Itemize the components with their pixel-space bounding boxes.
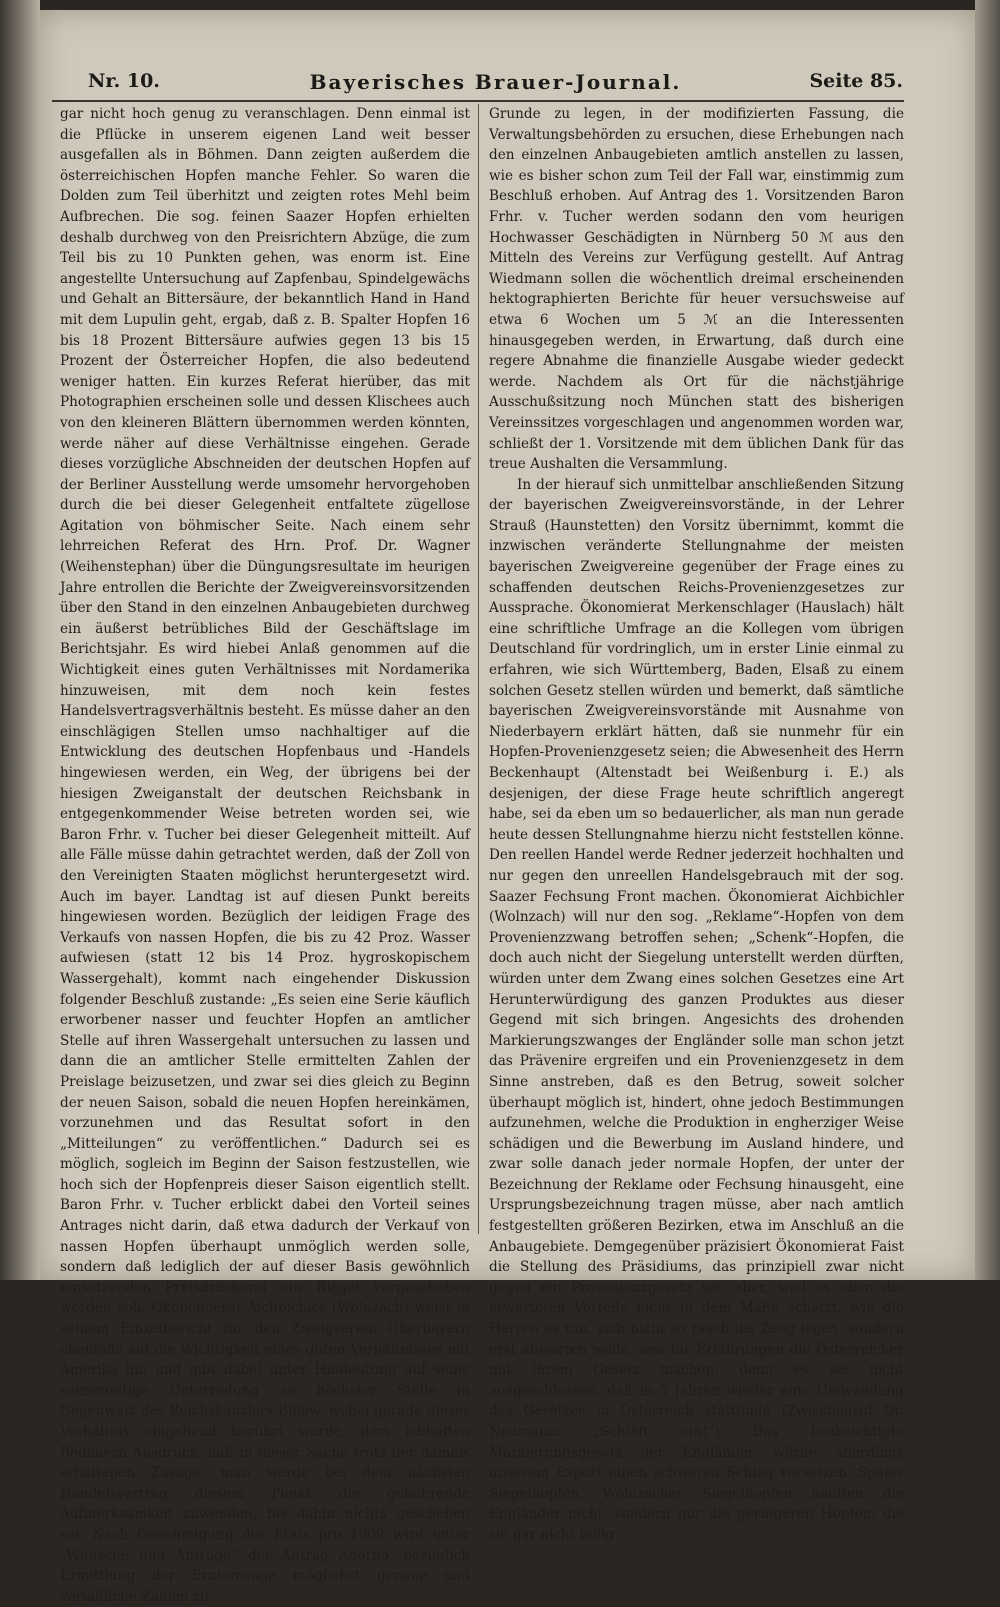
issue-number: Nr. 10. <box>88 70 160 92</box>
right-paragraph-2: In der hierauf sich unmittelbar anschließenden Sitzung der bayerischen Zweigvereinsvorstände, in der Lehrer Strauß (Haunstetten) den Vorsitz übernimmt, kommt die inzwischen veränderte Stellungnahme der meisten bayerischen Zweigvereine gegenüber der Frage eines zu schaffenden deutschen Reichs-Provenienzgesetzes zur Aussprache. Ökonomierat Merkenschlager (Hauslach) hält eine schriftliche Umfrage an die Kollegen vom übrigen Deutschland für vordringlich, um in erster Linie einmal zu erfahren, wie sich Württemberg, Baden, Elsaß zu einem solchen Gesetz stellen würden und bemerkt, daß sämtliche bayerischen Zweigvereinsvorstände mit Ausnahme von Niederbayern erklärt hätten, daß sie nunmehr für ein Hopfen-Provenienzgesetz seien; die Abwesenheit des Herrn Beckenhaupt (Altenstadt bei Weißenburg i. E.) als desjenigen, der diese Frage heute schriftlich angeregt habe, sei da eben um so bedauerlicher, als man nun gerade heute dessen Stellungnahme hierzu nicht feststellen könne. Den reellen Handel werde Redner jederzeit hochhalten und nur gegen den unreellen Handelsgebrauch mit der sog. Saazer Fechsung Front machen. Ökonomierat Aichbichler (Wolnzach) will nur den sog. „Reklame“-Hopfen von dem Provenienzzwang betroffen sehen; „Schenk“-Hopfen, die doch auch nicht der Siegelung unterstellt werden dürften, würden unter dem Zwang eines solchen Gesetzes eine Art Herunterwürdigung des ganzen Produktes aus dieser Gegend mit sich bringen. Angesichts des drohenden Markierungszwanges der Engländer solle man schon jetzt das Prävenire ergreifen und ein Provenienzgesetz in dem Sinne anstreben, daß es den Betrug, soweit solcher überhaupt möglich ist, hindert, ohne jedoch Bestimmungen aufzunehmen, welche die Produktion in engherziger Weise schädigen und die Bewerbung im Ausland hindere, und zwar solle danach jeder normale Hopfen, der unter der Bezeichnung der Reklame oder Fechsung hinausgeht, eine Ursprungsbezeichnung tragen müsse, aber nach amtlich festgestellten größeren Bezirken, etwa im Anschluß an die Anbaugebiete. Demgegenüber präzisiert Ökonomierat Faist die Stellung des Präsidiums, das prinzipiell zwar nicht gegen ein Provenienzgesetz sei, aber, weil es eben die erwarteten Vorteile nicht in dem Maße schätzt, wie die Herren es tun, sich nicht so rasch ins Zeug legen, sondern erst abwarten wolle, was für Erfahrungen die Österreicher mit ihrem Gesetz machen; denn es sei nicht ausgeschlossen, daß in 5 Jahren wieder eine Umwendung des Gesetzes in Österreich stattfinde (Zwischenruf Dr. Neumann: „Schläft ein!“) Das beabsichtigte Markierungsgesetz der Engländer würde allerdings unserem Export einen schweren Schlag versetzen. Später Siegelhopfen, Wolnzacher Siegelhopfen kauften die Engländer nicht, sondern nur die geringeren Hopfen, die sie gar nicht billig <box>489 476 904 1543</box>
column-divider <box>478 104 479 1234</box>
page-number: Seite 85. <box>809 70 903 92</box>
header-rule <box>52 100 904 102</box>
page-edge <box>975 0 1000 1280</box>
right-column <box>489 104 904 1546</box>
binding-shadow <box>0 0 40 1280</box>
left-column <box>60 104 470 1607</box>
page-header <box>88 70 903 100</box>
right-paragraph-1: Grunde zu legen, in der modifizierten Fassung, die Verwaltungsbehörden zu ersuchen, diese Erhebungen nach den einzelnen Anbaugebieten amtlich anstellen zu lassen, wie es bisher schon zum Teil der Fall war, einstimmig zum Beschluß erhoben. Auf Antrag des 1. Vorsitzenden Baron Frhr. v. Tucher werden sodann den vom heurigen Hochwasser Geschädigten in Nürnberg 50 ℳ aus den Mitteln des Vereins zur Verfügung gestellt. Auf Antrag Wiedmann sollen die wöchentlich dreimal erscheinenden hektographierten Berichte für heuer versuchsweise auf etwa 6 Wochen um 5 ℳ an die Interessenten hinausgegeben werden, in Erwartung, daß durch eine regere Abnahme die finanzielle Ausgabe wieder gedeckt werde. Nachdem als Ort für die nächstjährige Ausschußsitzung noch München statt des bisherigen Vereinssitzes vorgeschlagen und angenommen worden war, schließt der 1. Vorsitzende mit dem üblichen Dank für das treue Aushalten die Versammlung. <box>489 106 904 473</box>
journal-title: Bayerisches Brauer-Journal. <box>309 70 682 94</box>
left-paragraph-1: gar nicht hoch genug zu veranschlagen. Denn einmal ist die Pflücke in unserem eigenen Land weit besser ausgefallen als in Böhmen. Dann zeigten außerdem die österreichischen Hopfen manche Fehler. So waren die Dolden zum Teil überhitzt und zeigten rotes Mehl beim Aufbrechen. Die sog. feinen Saazer Hopfen erhielten deshalb durchweg von den Preisrichtern Abzüge, die zum Teil bis zu 10 Punkten gehen, was enorm ist. Eine angestellte Untersuchung auf Zapfenbau, Spindelgewächs und Gehalt an Bittersäure, der bekanntlich Hand in Hand mit dem Lupulin geht, ergab, daß z. B. Spalter Hopfen 16 bis 18 Prozent Bittersäure aufwies gegen 13 bis 15 Prozent der Österreicher Hopfen, die also bedeutend weniger hatten. Ein kurzes Referat hierüber, das mit Photographien erscheinen solle und dessen Klischees auch von den kleineren Blättern übernommen werden könnten, werde näher auf diese Verhältnisse eingehen. Gerade dieses vorzügliche Abschneiden der deutschen Hopfen auf der Berliner Ausstellung werde umsomehr hervorgehoben durch die bei dieser Gelegenheit entfaltete zügellose Agitation von böhmischer Seite. Nach einem sehr lehrreichen Referat des Hrn. Prof. Dr. Wagner (Weihenstephan) über die Düngungsresultate im heurigen Jahre entrollen die Berichte der Zweigvereinsvorsitzenden über den Stand in den einzelnen Anbaugebieten durchweg ein äußerst betrübliches Bild der Geschäftslage im Berichtsjahr. Es wird hiebei Anlaß genommen auf die Wichtigkeit eines guten Verhältnisses mit Nordamerika hinzuweisen, mit dem noch kein festes Handelsvertragsverhältnis besteht. Es müsse daher an den einschlägigen Stellen umso nachhaltiger auf die Entwicklung des deutschen Hopfenbaus und -Handels hingewiesen werden, ein Weg, der übrigens bei der hiesigen Zweiganstalt der deutschen Reichsbank in entgegenkommender Weise betreten worden sei, wie Baron Frhr. v. Tucher bei dieser Gelegenheit mitteilt. Auf alle Fälle müsse dahin getrachtet werden, daß der Zoll von den Vereinigten Staaten möglichst heruntergesetzt wird. Auch im bayer. Landtag ist auf diesen Punkt bereits hingewiesen worden. Bezüglich der leidigen Frage des Verkaufs von nassen Hopfen, die bis zu 42 Proz. Wasser aufwiesen (statt 12 bis 14 Proz. hygroskopischem Wassergehalt), kommt nach eingehender Diskussion folgender Beschluß zustande: „Es seien eine Serie käuflich erworbener nasser und feuchter Hopfen an amtlicher Stelle auf ihren Wassergehalt untersuchen zu lassen und dann die an amtlicher Stelle ermittelten Zahlen der Preislage beizusetzen, und zwar sei dies gleich zu Beginn der neuen Saison, sobald die neuen Hopfen hereinkämen, vorzunehmen und das Resultat sofort in den „Mitteilungen“ zu veröffentlichen.“ Dadurch sei es möglich, sogleich im Beginn der Saison festzustellen, wie hoch sich der Hopfenpreis dieser Saison eigentlich stellt. Baron Frhr. v. Tucher erblickt dabei den Vorteil seines Antrages nicht darin, daß etwa dadurch der Verkauf von nassen Hopfen überhaupt unmöglich werden solle, sondern daß lediglich der auf dieser Basis gewöhnlich einsetzenden Preisdrückerei ein Riegel vorgeschoben werden soll. Ökonomierat Aichbichler (Wolnzach) weist in seinem Einzelbericht für den Zweigverein Oberbayern ebenfalls auf die Wichtigkeit eines guten Verhältnisses mit Amerika hin und gibt dabei unter Hindeutung auf seine seinerzeitige Unterredung an höchster Stelle in Gegenwart des Reichskanzlers Bülow, wobei gerade dieses Verhältnis eingehend berührt wurde, dem lebhaften Bedauern Ausdruck, daß in dieser Sache trotz der damals erhaltenen Zusage, man werde bei dem nächsten Handelsvertrag diesem Punkt die gebührende Aufmerksamkeit zuwenden, bis dahin nichts geschehen sei. Nach Genehmigung des Etats pro 1909 wird unter „Wünsche und Anträge“ der Antrag Adorno, bezüglich Ermittlung der Erntemenge möglichst genaue und verläßliche Zahlen zu <box>60 106 470 1605</box>
